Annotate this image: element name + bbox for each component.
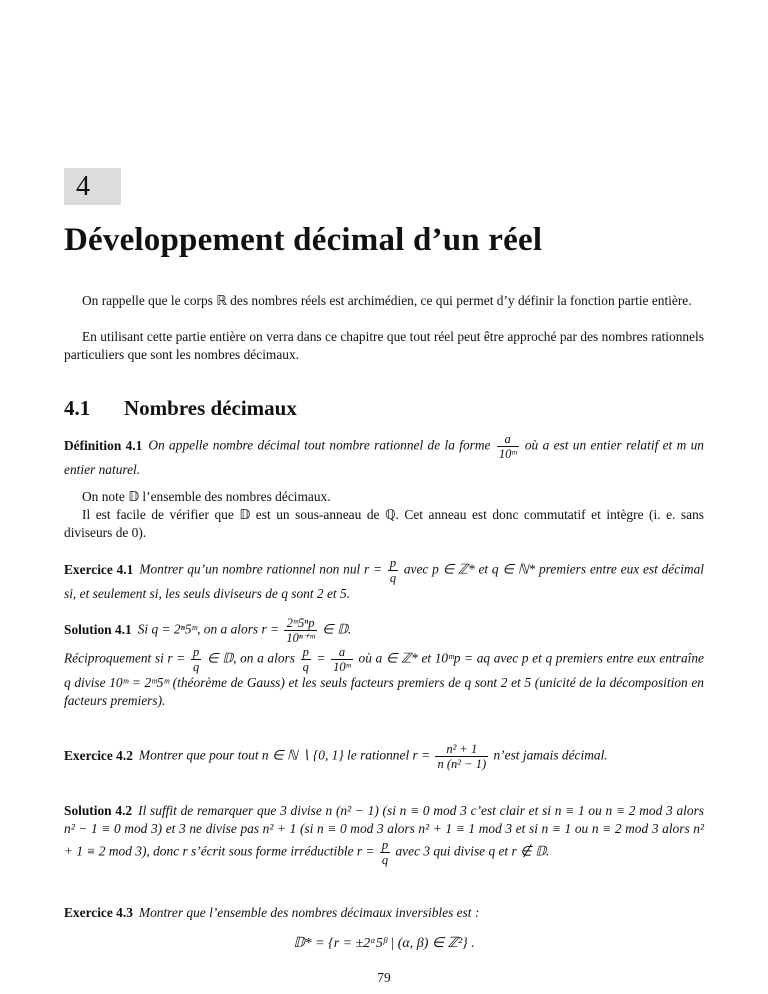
- solution-4-1-fraction-1: $\frac{\text{2ᵐ5ⁿp}}{\text{10ⁿ⁺ᵐ}}$: [286, 616, 315, 645]
- definition-4-1: [64, 432, 704, 479]
- solution-4-1-fraction-2: $\frac{p}{q}$: [192, 645, 200, 674]
- exercise-4-1-label: Exercice 4.1: [64, 561, 134, 577]
- section-number: 4.1: [64, 396, 91, 420]
- exercise-4-2-text-b: n’est jamais décimal.: [493, 747, 608, 763]
- solution-4-2-text-b: avec 3 qui divise q et r ∉ 𝔻.: [395, 843, 550, 859]
- exercise-4-2-fraction: $\frac{\text{n² + 1}}{\text{n (n² − 1)}}$: [437, 742, 487, 771]
- section-title: Nombres décimaux: [124, 396, 297, 420]
- exercise-4-1-fraction: $\frac{p}{q}$: [389, 556, 397, 585]
- page-number: 79: [377, 970, 391, 985]
- solution-4-1-line2-d: où a ∈ ℤ* et 10ᵐp = aq avec p et q premiers entre eux entraîne q divise 10ᵐ = 2ᵐ5ᵐ (théorème de Gauss) et les seuls facteurs premiers de q sont 2 et 5 (unicité de la décomposition en facteurs premiers).: [64, 650, 705, 708]
- solution-4-1-line1-a: Si q = 2ⁿ5ᵐ, on a alors r =: [137, 621, 280, 637]
- solution-4-1-line1-b: ∈ 𝔻.: [322, 621, 352, 637]
- invertible-decimals-formula: 𝔻* = {r = ±2ᵅ5ᵝ | (α, β) ∈ ℤ²} .: [293, 936, 475, 951]
- solution-4-1-line2-a: Réciproquement si r =: [64, 650, 186, 666]
- exercise-4-2-label: Exercice 4.2: [64, 747, 133, 763]
- chapter-number: 4: [76, 171, 90, 202]
- solution-4-1-label: Solution 4.1: [64, 621, 132, 637]
- exercise-4-3: [64, 904, 704, 922]
- exercise-4-1: [64, 556, 704, 603]
- solution-4-1-fraction-3: $\frac{p}{q}$: [302, 645, 309, 674]
- section-heading: [64, 396, 297, 421]
- solution-4-1-fraction-4: $\frac{a}{\text{10ᵐ}}$: [333, 645, 351, 674]
- definition-fraction: $\frac{a}{\text{10ᵐ}}$: [498, 432, 517, 461]
- solution-4-1: [64, 616, 704, 710]
- exercise-4-2-text-a: Montrer que pour tout n ∈ ℕ ∖ {0, 1} le rationnel r =: [138, 747, 431, 763]
- subring-note: Il est facile de vérifier que 𝔻 est un sous-anneau de ℚ. Cet anneau est donc commutatif et intègre (i. e. sans diviseurs de 0).: [64, 507, 704, 540]
- exercise-4-3-text: Montrer que l’ensemble des nombres décimaux inversibles est :: [138, 905, 480, 920]
- chapter-number-box: [64, 168, 121, 205]
- definition-label: Définition 4.1: [64, 437, 143, 453]
- solution-4-1-equals: =: [316, 650, 326, 666]
- solution-4-2: [64, 802, 704, 867]
- exercise-4-1-text-b: avec p ∈ ℤ* et q ∈ ℕ* premiers entre eux est décimal si, et seulement si, les seuls diviseurs de q sont 2 et 5.: [64, 561, 704, 601]
- solution-4-2-text-a: Il suffit de remarquer que 3 divise n (n² − 1) (si n ≡ 0 mod 3 c’est clair et si n ≡ 1 ou n ≡ 2 mod 3 alors n² − 1 ≡ 0 mod 3) et 3 ne divise pas n² + 1 (si n ≡ 0 mod 3 alors n² + 1 ≡ 1 mod 3 et si n ≡ 1 ou n ≡ 2 mod 3 alors n² + 1 ≡ 2 mod 3), donc r s’écrit sous forme irréductible r =: [64, 803, 705, 859]
- exercise-4-3-label: Exercice 4.3: [64, 905, 133, 920]
- intro-paragraph-1: On rappelle que le corps ℝ des nombres réels est archimédien, ce qui permet d’y définir la fonction partie entière.: [82, 293, 692, 308]
- solution-4-2-label: Solution 4.2: [64, 803, 133, 818]
- chapter-title: Développement décimal d’un réel: [64, 222, 543, 258]
- decimal-set-note: On note 𝔻 l’ensemble des nombres décimaux.: [82, 489, 331, 504]
- definition-text-a: On appelle nombre décimal tout nombre rationnel de la forme: [148, 437, 491, 453]
- solution-4-2-fraction: $\frac{p}{q}$: [381, 838, 389, 867]
- exercise-4-1-text-a: Montrer qu’un nombre rationnel non nul r =: [139, 561, 383, 577]
- exercise-4-2: [64, 742, 704, 771]
- intro-paragraph-2: En utilisant cette partie entière on verra dans ce chapitre que tout réel peut être approché par des nombres rationnels particuliers que sont les nombres décimaux.: [64, 329, 704, 362]
- definition-text-b: où a est un entier relatif et m un entier naturel.: [64, 437, 704, 477]
- solution-4-1-line2-b: ∈ 𝔻, on a alors: [206, 650, 295, 666]
